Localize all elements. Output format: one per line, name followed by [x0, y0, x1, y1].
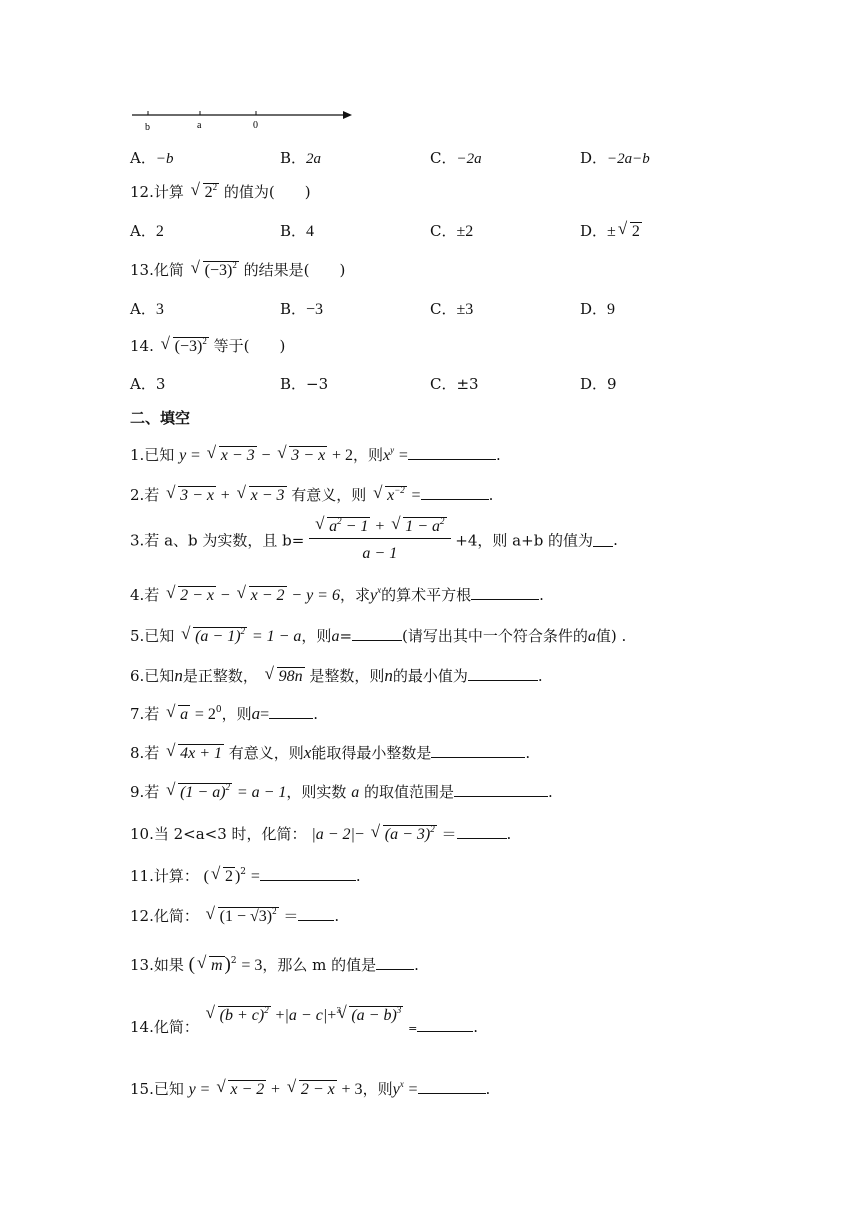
number-line-label-b: b [145, 122, 150, 132]
fill-question-2: 2.若 √ 3 − x + √ x − 3 有意义，则 √ $x^{-2}$ = . [130, 484, 493, 505]
question-13: 13.化简 √ $(-3)^2$ 的结果是( ) [130, 259, 345, 280]
fill-question-7: 7.若 √ $a = 2^0$，则a= . [130, 703, 318, 724]
answer-blank[interactable] [376, 957, 414, 970]
q13-option-c: C．±3 [430, 300, 474, 318]
q14-option-b: B．−3 [280, 375, 329, 393]
answer-blank[interactable] [417, 1019, 473, 1032]
q12-option-a: A．2 [130, 222, 164, 240]
fill-question-11: 11.计算： (√ 2 )$^2$ = . [130, 865, 361, 886]
fill-question-1: 1.已知 y = √ x − 3 − √ 3 − x + 2，则$x^y$ = . [130, 444, 501, 465]
question-14: 14. √ $(-3)^2$ 等于( ) [130, 335, 285, 356]
fill-question-4: 4.若 √ 2 − x − √ x − 2 − y = 6，求$y^x$的算术平方根 . [130, 584, 544, 605]
fill-question-3: 3.若 a、b 为实数，且 b= √ $\frac{a^2 - 1 + √ 1 - a^2}{a - 1}$ +4，则 a+b 的值为 . [130, 517, 618, 563]
q14-option-d: D．9 [580, 375, 617, 393]
section-heading: 二、填空 [130, 409, 191, 427]
q11-option-a: A．−b [130, 149, 174, 167]
fill-question-15: 15.已知 y = √ x − 2 + √ 2 − x + 3，则$y^x$ = . [130, 1078, 490, 1099]
q13-option-d: D．9 [580, 300, 616, 318]
fill-question-10: 10.当 2<a<3 时，化简： |a − 2|− √ $(a - 3)^2$ ＝ . [130, 823, 511, 844]
answer-blank[interactable] [260, 868, 356, 881]
answer-blank[interactable] [457, 826, 507, 839]
q11-option-b: B．2a [280, 149, 322, 167]
q12-option-c: C．±2 [430, 222, 474, 240]
q11-option-d: D．−2a−b [580, 149, 650, 167]
q12-option-d: D．±√ 2 [580, 220, 642, 241]
q13-option-a: A．3 [130, 300, 164, 318]
fill-question-14: 14.化简： √ $(b + c)^2 +|a - c|+^3√$ $(a - b)^3$ = . [130, 1016, 478, 1037]
fill-question-13: 13.如果 (√ m )$^2$ = 3，那么 m 的值是 . [130, 954, 419, 976]
answer-blank[interactable] [421, 487, 489, 500]
answer-blank[interactable] [269, 706, 313, 719]
fill-question-9: 9.若 √ $(1 - a)^2 = a - 1$，则实数 a 的取值范围是 . [130, 781, 553, 802]
q11-option-c: C．−2a [430, 149, 482, 167]
answer-blank[interactable] [352, 628, 402, 641]
answer-blank[interactable] [468, 668, 538, 681]
q14-option-a: A．3 [130, 375, 166, 393]
fill-question-12: 12.化简： √ $(1 - √3)^2$ ＝ . [130, 905, 339, 926]
fill-question-6: 6.已知n是正整数， √ 98n 是整数，则n的最小值为 . [130, 665, 543, 686]
fill-question-5: 5.已知 √ $(a - 1)^2 = 1 - a$，则a= (请写出其中一个符合条件的a值) . [130, 625, 626, 646]
number-line-label-a: a [197, 120, 202, 131]
q14-option-c: C．±3 [430, 375, 479, 393]
answer-blank[interactable] [454, 784, 548, 797]
fill-question-8: 8.若 √ 4x + 1 有意义，则x能取得最小整数是 . [130, 742, 530, 763]
answer-blank[interactable] [431, 745, 525, 758]
sqrt-expression: √ $2^2$ [191, 183, 220, 202]
number-line-label-0: 0 [253, 120, 258, 131]
question-12: 12.计算 √ $2^2$ 的值为( ) [130, 181, 311, 202]
answer-blank[interactable] [471, 587, 539, 600]
answer-blank[interactable] [593, 534, 613, 547]
number-line [128, 106, 358, 132]
answer-blank[interactable] [298, 908, 334, 921]
q13-option-b: B．−3 [280, 300, 324, 318]
q12-option-b: B．4 [280, 222, 315, 240]
fraction: √ $\frac{a^2 - 1 + √ 1 - a^2}{a - 1}$ [309, 517, 450, 563]
answer-blank[interactable] [418, 1081, 486, 1094]
answer-blank[interactable] [408, 447, 496, 460]
